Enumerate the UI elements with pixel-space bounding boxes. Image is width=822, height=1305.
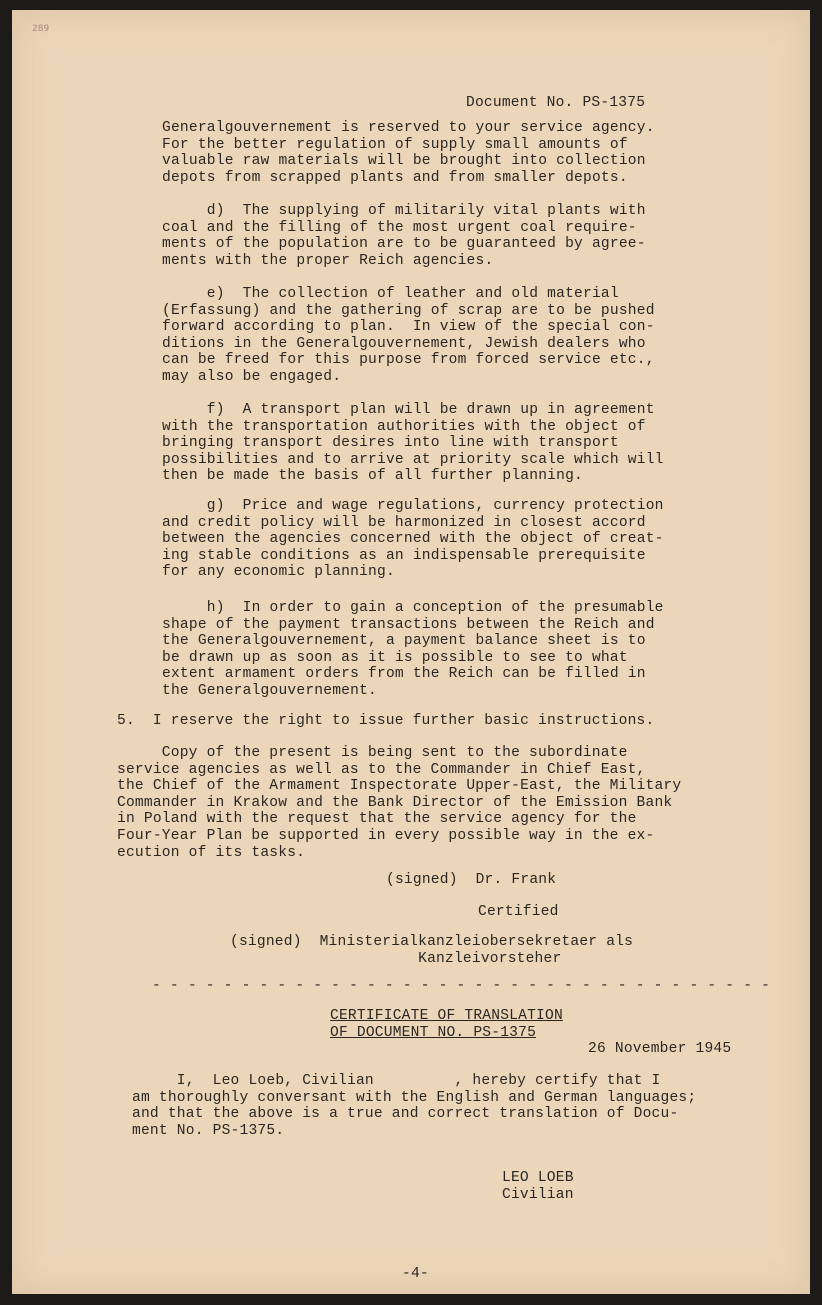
paragraph-g: g) Price and wage regulations, currency protection and credit policy will be harmonized in closest accord between the agencies concerned with the object of creat- ing stable conditions as an indispensable prerequisite for any economic planning. xyxy=(162,498,664,581)
separator-line: - - - - - - - - - - - - - - - - - - - - - - - - - - - - - - - - - - - xyxy=(152,978,771,994)
certificate-title-line-2: OF DOCUMENT NO. PS-1375 xyxy=(330,1025,537,1041)
document-page xyxy=(12,10,810,1294)
paragraph-h: h) In order to gain a conception of the presumable shape of the payment transactions between the Reich and the Generalgouvernement, a payment balance sheet is to be drawn up as soon as it is possible to see to what extent armament orders from the Reich can be filled in the Generalgouvernement. xyxy=(162,600,664,699)
archive-mark: 289 xyxy=(32,24,50,34)
paragraph-copy: Copy of the present is being sent to the subordinate service agencies as well as to the Commander in Chief East, the Chief of the Armament Inspectorate Upper-East, the Military Commander in Krakow and the Bank Director of the Emission Bank in Poland with the request that the service agency for the Four-Year Plan be supported in every possible way in the ex- ecution of its tasks. xyxy=(117,745,682,861)
paragraph-f: f) A transport plan will be drawn up in agreement with the transportation authorities with the object of bringing transport desires into line with transport possibilities and to arrive at priority scale which will then be made the basis of all further planning. xyxy=(162,402,664,485)
paragraph-intro: Generalgouvernement is reserved to your service agency. For the better regulation of supply small amounts of valuable raw materials will be brought into collection depots from scrapped plants and from smaller depots. xyxy=(162,120,655,186)
certificate-body: I, Leo Loeb, Civilian , hereby certify that I am thoroughly conversant with the English and German languages; and that the above is a true and correct translation of Docu- ment No. PS-1375. xyxy=(132,1073,697,1139)
document-number: Document No. PS-1375 xyxy=(466,95,646,111)
paragraph-5: 5. I reserve the right to issue further basic instructions. xyxy=(117,713,655,729)
paragraph-d: d) The supplying of militarily vital plants with coal and the filling of the most urgent coal require- ments of the population are to be guaranteed by agree- ments with the proper Reich agencies. xyxy=(162,203,646,269)
translator-name: LEO LOEB xyxy=(502,1170,574,1186)
certified-label: Certified xyxy=(478,904,559,920)
paragraph-e: e) The collection of leather and old material (Erfassung) and the gathering of scrap are to be pushed forward according to plan. In view of the special con- ditions in the Generalgouvernement, Jewish dealers who can be freed for this purpose from forced service etc., may also be engaged. xyxy=(162,286,655,385)
page-number: -4- xyxy=(402,1266,429,1282)
signature-official: (signed) Ministerialkanzleiobersekretaer als Kanzleivorsteher xyxy=(230,934,634,967)
certificate-title-line-1: CERTIFICATE OF TRANSLATION xyxy=(330,1008,563,1024)
signature-frank: (signed) Dr. Frank xyxy=(386,872,557,888)
certificate-date: 26 November 1945 xyxy=(588,1041,732,1057)
translator-title: Civilian xyxy=(502,1187,574,1203)
